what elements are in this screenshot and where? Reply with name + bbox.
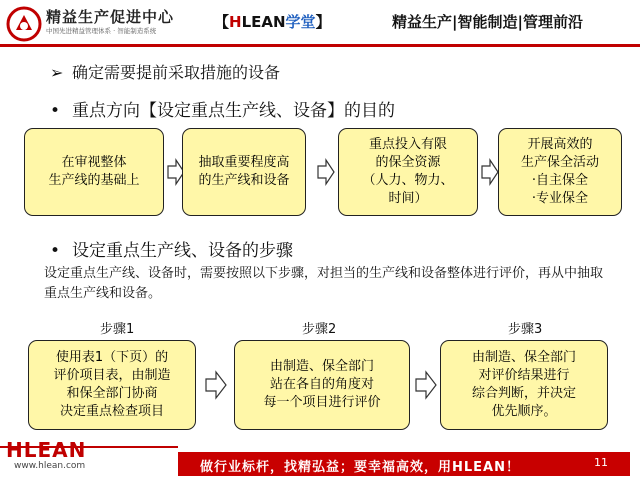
- arrow-right-icon: [414, 370, 438, 400]
- bullet-steps-heading: • 设定重点生产线、设备的步骤: [50, 241, 293, 261]
- step-label-1: 步骤1: [100, 322, 135, 337]
- step-box-2: 由制造、保全部门 站在各自的角度对 每一个项目进行评价: [234, 340, 410, 430]
- purpose-box-3: 重点投入有限 的保全资源 （人力、物力、 时间）: [338, 128, 478, 216]
- step-box-3: 由制造、保全部门 对评价结果进行 综合判断，并决定 优先顺序。: [440, 340, 608, 430]
- dot-bullet-icon: •: [50, 241, 61, 261]
- header-divider: [0, 44, 640, 47]
- footer-slogan: 做行业标杆，找精弘益；要幸福高效，用HLEAN！: [200, 460, 520, 475]
- arrow-right-icon: [480, 158, 500, 186]
- purpose-box-2: 抽取重要程度高 的生产线和设备: [182, 128, 306, 216]
- steps-description: 设定重点生产线、设备时，需要按照以下步骤，对担当的生产线和设备整体进行评价，再从中抽取重点生产线和设备。: [44, 266, 604, 301]
- logo-subtitle: 中国先进精益管理体系 · 智能制造系统: [46, 27, 157, 35]
- dot-bullet-icon: •: [50, 101, 61, 121]
- hlean-academy-title: 【HLEAN学堂】: [214, 13, 331, 31]
- bullet-equipment-heading: ➢ 确定需要提前采取措施的设备: [50, 63, 281, 82]
- header-tagline: 精益生产|智能制造|管理前沿: [392, 13, 583, 31]
- page-number: 11: [594, 456, 608, 469]
- footer-url: www.hlean.com: [14, 461, 86, 471]
- arrow-bullet-icon: ➢: [50, 63, 64, 82]
- purpose-box-4: 开展高效的 生产保全活动 ·自主保全 ·专业保全: [498, 128, 622, 216]
- arrow-right-icon: [204, 370, 228, 400]
- arrow-right-icon: [316, 158, 336, 186]
- step-box-1: 使用表1（下页）的 评价项目表，由制造 和保全部门协商 决定重点检查项目: [28, 340, 196, 430]
- bullet-purpose-heading: • 重点方向【设定重点生产线、设备】的目的: [50, 101, 395, 121]
- purpose-box-1: 在审视整体 生产线的基础上: [24, 128, 164, 216]
- step-label-3: 步骤3: [508, 322, 543, 337]
- logo-title: 精益生产促进中心: [46, 8, 175, 26]
- step-label-2: 步骤2: [302, 322, 337, 337]
- logo-emblem-icon: [6, 6, 42, 42]
- footer-hlean-logo: HLEAN: [6, 438, 87, 462]
